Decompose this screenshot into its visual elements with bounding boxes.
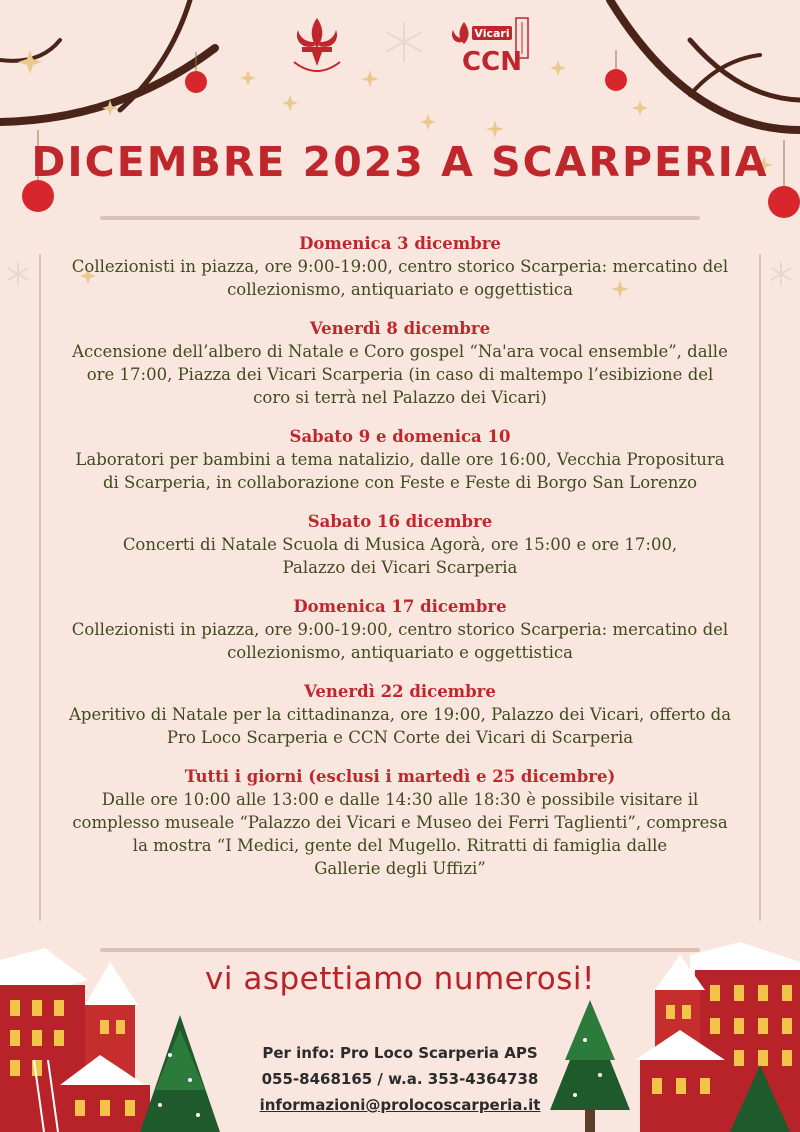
event-description: Accensione dell’albero di Natale e Coro gospel “Na'ara vocal ensemble”, dalle ore 17:00, Piazza dei Vicari Scarperia (in caso di maltempo l’esibizione del coro si terrà nel Palazzo dei Vicari) xyxy=(72,342,728,407)
info-email-link[interactable]: informazioni@prolocoscarperia.it xyxy=(259,1096,541,1114)
event-item xyxy=(40,765,760,880)
event-item xyxy=(40,595,760,664)
event-date: Venerdì 22 dicembre xyxy=(304,682,496,701)
event-description: Laboratori per bambini a tema natalizio, dalle ore 16:00, Vecchia Propositura di Scarperia, in collaborazione con Feste e Feste di Borgo San Lorenzo xyxy=(75,450,725,492)
info-phone: 055-8468165 / w.a. 353-4364738 xyxy=(261,1070,539,1088)
event-date: Tutti i giorni (esclusi i martedì e 25 dicembre) xyxy=(184,767,616,786)
info-organizer: Per info: Pro Loco Scarperia APS xyxy=(262,1044,538,1062)
ornament-ball xyxy=(768,186,800,218)
event-item xyxy=(40,317,760,409)
event-item xyxy=(40,232,760,301)
svg-text:Vicari: Vicari xyxy=(474,27,510,40)
event-description: Dalle ore 10:00 alle 13:00 e dalle 14:30 alle 18:30 è possibile visitare il complesso museale “Palazzo dei Vicari e Museo dei Ferri Taglienti”, compresa la mostra “I Medici, gente del Mugello. Ritratti di famiglia dalle Gallerie degli Uffizi” xyxy=(72,790,728,878)
event-description: Collezionisti in piazza, ore 9:00-19:00, centro storico Scarperia: mercatino del collezionismo, antiquariato e oggettistica xyxy=(71,257,729,299)
ornament-ball xyxy=(605,69,627,91)
svg-text:CCN: CCN xyxy=(462,47,522,77)
event-date: Venerdì 8 dicembre xyxy=(309,319,491,338)
tagline: vi aspettiamo numerosi! xyxy=(205,961,595,997)
contact-info xyxy=(200,1040,600,1118)
event-item xyxy=(40,680,760,749)
event-description: Concerti di Natale Scuola di Musica Agorà, ore 15:00 e ore 17:00, Palazzo dei Vicari Scarperia xyxy=(122,535,678,577)
page-title: DICEMBRE 2023 A SCARPERIA xyxy=(31,138,769,186)
events-list xyxy=(40,232,760,896)
ccn-corte-dei-vicari-logo xyxy=(450,12,534,78)
event-date: Sabato 9 e domenica 10 xyxy=(289,427,511,446)
event-item xyxy=(40,510,760,579)
event-date: Sabato 16 dicembre xyxy=(307,512,493,531)
ornament-ball xyxy=(185,71,207,93)
proloco-scarperia-logo xyxy=(288,14,346,78)
event-date: Domenica 3 dicembre xyxy=(299,234,501,253)
event-description: Collezionisti in piazza, ore 9:00-19:00, centro storico Scarperia: mercatino del collezionismo, antiquariato e oggettistica xyxy=(71,620,729,662)
event-item xyxy=(40,425,760,494)
event-date: Domenica 17 dicembre xyxy=(293,597,507,616)
event-description: Aperitivo di Natale per la cittadinanza, ore 19:00, Palazzo dei Vicari, offerto da Pro Loco Scarperia e CCN Corte dei Vicari di Scarperia xyxy=(68,705,732,747)
